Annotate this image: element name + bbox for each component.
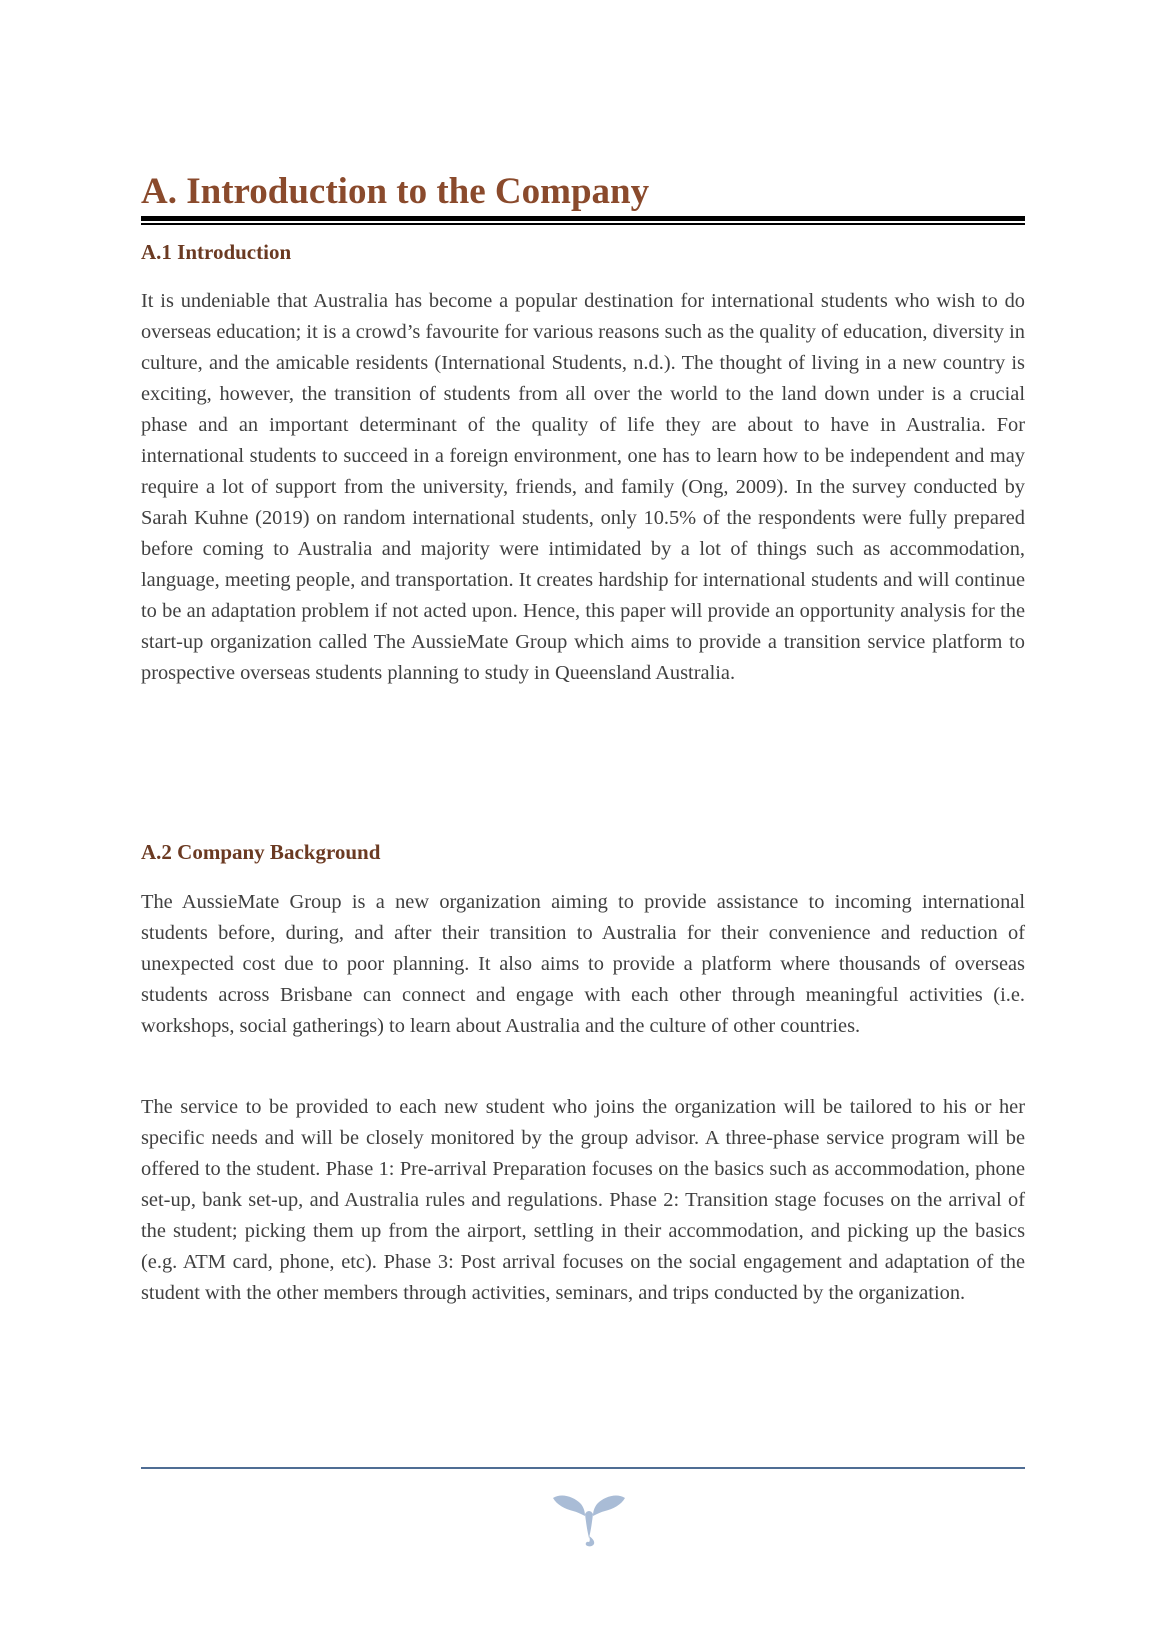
fleuron-ornament-icon	[551, 1492, 627, 1548]
section-heading-introduction: A.1 Introduction	[141, 240, 292, 264]
company-background-paragraph-2: The service to be provided to each new student who joins the organization will be tailored to his or her specific needs and will be closely monitored by the group advisor. A three-phase service program will be offered to the student. Phase 1: Pre-arrival Preparation focuses on the basics such as accommodation, phone set-up, bank set-up, and Australia rules and regulations. Phase 2: Transition stage focuses on the arrival of the student; picking them up from the airport, settling in their accommodation, and picking up the basics (e.g. ATM card, phone, etc). Phase 3: Post arrival focuses on the social engagement and adaptation of the student with the other members through activities, seminars, and trips conducted by the organization.	[141, 1096, 1025, 1304]
footer-divider	[141, 1467, 1025, 1469]
page-title: A. Introduction to the Company	[141, 171, 650, 212]
title-underline-thin	[141, 223, 1025, 225]
section-heading-company-background: A.2 Company Background	[141, 840, 381, 864]
company-background-paragraph-1: The AussieMate Group is a new organization aiming to provide assistance to incoming international students before, during, and after their transition to Australia for their convenience and reduction of unexpected cost due to poor planning. It also aims to provide a platform where thousands of overseas students across Brisbane can connect and engage with each other through meaningful activities (i.e. workshops, social gatherings) to learn about Australia and the culture of other countries.	[141, 891, 1025, 1037]
title-underline-thick	[141, 216, 1025, 221]
introduction-paragraph: It is undeniable that Australia has become a popular destination for international students who wish to do overseas education; it is a crowd’s favourite for various reasons such as the quality of education, diversity in culture, and the amicable residents (International Students, n.d.). The thought of living in a new country is exciting, however, the transition of students from all over the world to the land down under is a crucial phase and an important determinant of the quality of life they are about to have in Australia. For international students to succeed in a foreign environment, one has to learn how to be independent and may require a lot of support from the university, friends, and family (Ong, 2009). In the survey conducted by Sarah Kuhne (2019) on random international students, only 10.5% of the respondents were fully prepared before coming to Australia and majority were intimidated by a lot of things such as accommodation, language, meeting people, and transportation. It creates hardship for international students and will continue to be an adaptation problem if not acted upon. Hence, this paper will provide an opportunity analysis for the start-up organization called The AussieMate Group which aims to provide a transition service platform to prospective overseas students planning to study in Queensland Australia.	[141, 290, 1025, 684]
